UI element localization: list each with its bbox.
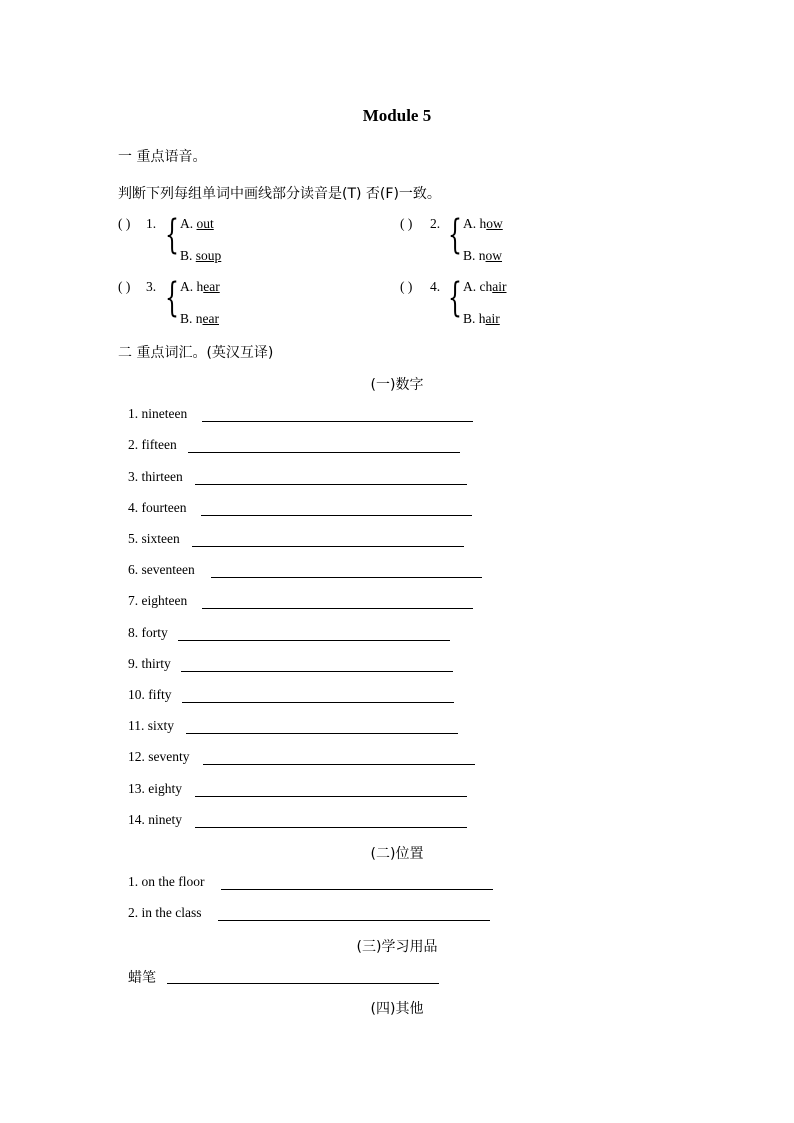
vocab-item-label: 1. on the floor — [128, 874, 205, 889]
answer-line[interactable] — [195, 484, 467, 485]
vocab-item-label: 8. forty — [128, 625, 168, 640]
answer-line[interactable] — [195, 796, 467, 797]
vocab-item-label: 6. seventeen — [128, 562, 195, 577]
item-2-option-a: A. how — [463, 216, 503, 231]
page-title: Module 5 — [362, 106, 432, 125]
item-2-answer-paren: ( ) — [400, 216, 413, 231]
answer-line[interactable] — [188, 452, 460, 453]
item-4-option-a: A. chair — [463, 279, 507, 294]
section-1-instruction: 判断下列每组单词中画线部分读音是(T) 否(F)一致。 — [118, 186, 441, 202]
vocab-item-label: 2. fifteen — [128, 437, 177, 452]
item-3-option-b: B. near — [180, 311, 219, 326]
item-1-brace: { — [165, 212, 179, 258]
section-1-heading: 一 重点语音。 — [118, 149, 207, 165]
item-3-answer-paren: ( ) — [118, 279, 131, 294]
subsection-positions-heading: (二)位置 — [370, 846, 424, 862]
subsection-supplies-heading: (三)学习用品 — [356, 939, 438, 955]
vocab-item-label: 11. sixty — [128, 718, 175, 733]
item-1-option-a: A. out — [180, 216, 214, 231]
vocab-item-label: 14. ninety — [128, 812, 182, 827]
item-3-number: 3. — [146, 279, 157, 294]
answer-line[interactable] — [202, 608, 473, 609]
vocab-item-label: 蜡笔 — [128, 970, 156, 986]
vocab-item-label: 7. eighteen — [128, 593, 188, 608]
answer-line[interactable] — [218, 920, 490, 921]
item-2-number: 2. — [430, 216, 441, 231]
subsection-numbers-heading: (一)数字 — [370, 377, 424, 393]
item-3-option-a: A. hear — [180, 279, 220, 294]
answer-line[interactable] — [178, 640, 450, 641]
vocab-item-label: 13. eighty — [128, 781, 182, 796]
item-2-brace: { — [448, 212, 462, 258]
answer-line[interactable] — [186, 733, 458, 734]
item-1-answer-paren: ( ) — [118, 216, 131, 231]
vocab-item-label: 5. sixteen — [128, 531, 180, 546]
item-2-option-b: B. now — [463, 248, 503, 263]
item-4-answer-paren: ( ) — [400, 279, 413, 294]
answer-line[interactable] — [182, 702, 454, 703]
answer-line[interactable] — [181, 671, 453, 672]
answer-line[interactable] — [192, 546, 464, 547]
item-1-option-b: B. soup — [180, 248, 222, 263]
vocab-item-label: 12. seventy — [128, 749, 190, 764]
vocab-item-label: 2. in the class — [128, 905, 202, 920]
answer-line[interactable] — [202, 421, 473, 422]
subsection-other-heading: (四)其他 — [370, 1001, 424, 1017]
vocab-item-label: 1. nineteen — [128, 406, 188, 421]
item-4-brace: { — [448, 275, 462, 321]
vocab-item-label: 3. thirteen — [128, 469, 183, 484]
vocab-item-label: 4. fourteen — [128, 500, 187, 515]
item-4-option-b: B. hair — [463, 311, 500, 326]
item-1-number: 1. — [146, 216, 157, 231]
vocab-item-label: 10. fifty — [128, 687, 172, 702]
section-2-heading: 二 重点词汇。(英汉互译) — [118, 345, 274, 361]
answer-line[interactable] — [221, 889, 493, 890]
item-4-number: 4. — [430, 279, 441, 294]
answer-line[interactable] — [201, 515, 472, 516]
answer-line[interactable] — [211, 577, 482, 578]
answer-line[interactable] — [203, 764, 475, 765]
item-3-brace: { — [165, 275, 179, 321]
vocab-item-label: 9. thirty — [128, 656, 171, 671]
answer-line[interactable] — [167, 983, 439, 984]
answer-line[interactable] — [195, 827, 467, 828]
